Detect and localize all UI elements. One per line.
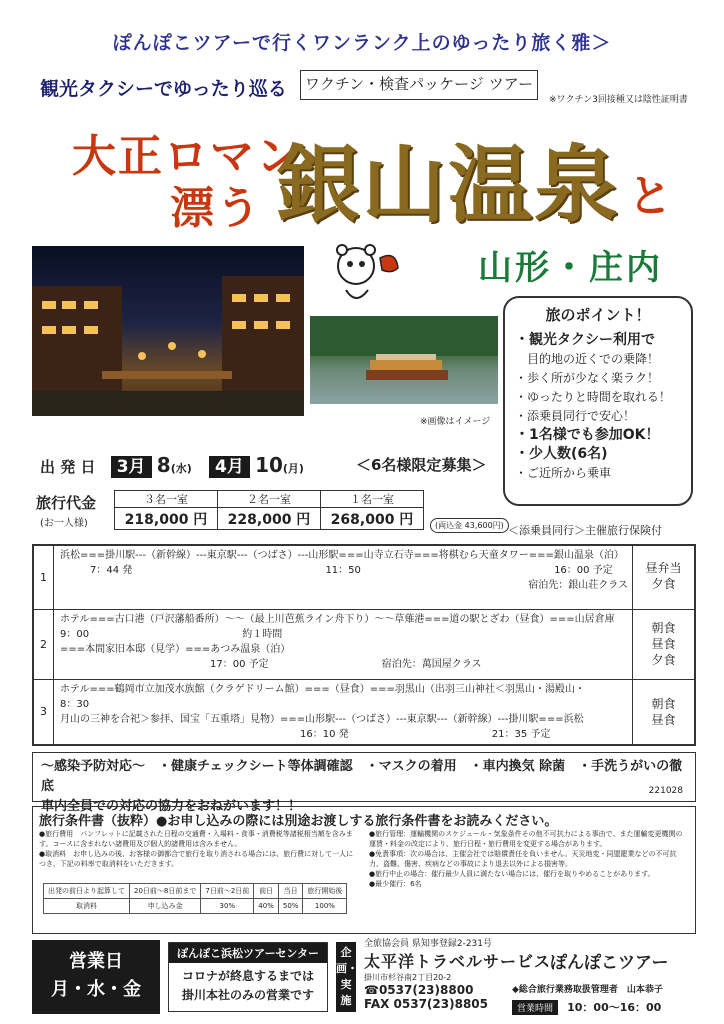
hours-value: 10：00～16：00 [567,1001,662,1014]
points-title: 旅のポイント！ [545,306,651,324]
registration: 全旅協会員 県知事登録2-231号 [364,939,493,949]
minimum-participants: ●最少催行：6名 [369,880,422,888]
itinerary-line: 9：00 約１時間 [60,629,283,640]
point-item: ・ご近所から乗車 [515,466,612,480]
meal: 朝食 [651,621,676,635]
price-table [114,490,424,530]
itinerary-line: 8：30 [60,699,90,710]
company-info [364,936,696,1016]
point-item: ・ゆったりと時間を取れる！ [515,390,671,404]
price-value: 228,000 円 [218,508,321,530]
cancel-condition: ●取消料 お申し込みの後、お客様の御都合で旅行を取り消される場合には、旅行費に対して一人につき、下記の料率で取消料をいただきます。 [39,850,354,868]
itinerary-day-1 [34,546,694,610]
raccoon-mascot-icon [332,240,404,308]
price-sub: (お一人様) [40,518,88,529]
tour-center-box [168,942,328,1012]
brand-name: ぽんぽこツアー [550,953,669,973]
covid-line1: ～感染予防対応～ ・健康チェックシート等体調確認 ・マスクの着用 ・車内換気 除菌 ・手洗うがいの徹底 [41,759,683,794]
title-line1: 大正ロマン [72,131,302,182]
cancel-cell: 100% [303,899,347,914]
tour-points-box [503,296,693,506]
point-item: ・1名様でも参加OK！ [515,427,660,443]
liability-condition: ●免責事項：次の場合は、主催会社では賠償責任を負いません。天災地変・同盟罷業などの不可抗力、盗難、傷害、疾病などの事故により退去以外による損害等。 [369,850,677,868]
itinerary-line: 17：00 予定 宿泊先：萬国屋クラス [210,659,482,670]
departure-month-2: 4月 [209,456,250,478]
itinerary-day-3 [34,680,694,744]
departure-month-1: 3月 [111,456,152,478]
cancel-cell: 30% [201,899,254,914]
plan-label: 企画・実施 [336,942,356,1012]
itinerary-line: ===本間家旧本邸（見学）===あつみ温泉（泊） [60,644,291,655]
tour-center-message: 掛川本社のみの営業です [181,988,314,1002]
fee-condition: ●旅行費用 パンフレットに記載された日程の交通費・入場料・食事・消費税等諸税相当額を含みます。コースに含まれない諸費用及び個人的諸費用は含みません。 [39,830,353,848]
cancel-cell: 40% [254,899,279,914]
river-boat-photo [310,316,498,404]
schedule-change-condition: ●旅行管理：運輸機関のスケジュール・気象条件その他不可抗力による事由で、また運輸変更機関の運賃・料金の改定により、旅行日程・旅行費用を変更する場合があります。 [369,830,683,848]
business-days-title: 営業日 [69,951,123,972]
departure-weekday-1: (水) [170,462,192,475]
itinerary-line: 宿泊先：銀山荘クラス [528,580,628,591]
day-number: 3 [34,680,54,744]
point-item: ・少人数(6名) [515,446,608,462]
cancel-header: 前日 [254,884,279,899]
departure-label: 出 発 日 [40,458,96,476]
price-value: 218,000 円 [115,508,218,530]
package-label: ワクチン・検査パッケージ ツアー [300,70,538,100]
itinerary-line: ホテル===古口港（戸沢藩船番所）～～（最上川芭蕉ライン舟下り）～～草薙港===道の駅とざわ（昼食）===山居倉庫 [60,614,615,625]
meal: 昼食 [651,637,676,651]
itinerary-day-2 [34,610,694,680]
conditions-title: 旅行条件書（抜粋）●お申し込みの際には別途お渡しする旅行条件書をお読みください。 [39,814,558,829]
vaccine-note: ※ワクチン3回接種又は陰性証明書 [549,95,688,105]
departure-day-1: 8 [156,453,171,477]
title-line2: 漂う [170,183,262,234]
travel-conditions [32,806,696,934]
itinerary-line: ホテル===鶴岡市立加茂水族館（クラゲドリーム館）===（昼食）===羽黒山（出羽三山神社＜羽黒山・湯殿山・ [60,684,585,695]
escort-note: ＜添乗員同行＞主催旅行保険付 [508,524,662,537]
extra-fee-note: (両込金 43,600円) [430,518,509,533]
company-phone: ☎0537(23)8800 [364,983,474,997]
limited-recruitment: ＜6名様限定募集＞ [356,456,487,474]
itinerary-line: 16：10 発 21：35 予定 [300,729,551,740]
price-header: ３名一室 [115,491,218,508]
company-address: 掛川市杉谷南2丁目20-2 [364,973,452,982]
itinerary-line: 7：44 発 11：50 16：00 予定 [90,565,613,576]
meal: 昼食 [651,713,676,727]
cancel-header: 20日前～8日前まで [130,884,201,899]
business-days-value: 月・水・金 [51,979,141,1000]
company-fax: FAX 0537(23)8805 [364,997,489,1011]
hours-label: 営業時間 [512,1000,558,1015]
price-header: １名一室 [321,491,424,508]
tour-center-name: ぽんぽこ浜松ツアーセンター [169,943,327,963]
company-name: 太平洋トラベルサービス [364,952,552,971]
itinerary-line: 月山の三神を合祀＞参拝、国宝「五重塔」見物）===山形駅---（つばさ）---東京駅---（新幹線）---掛川駅===浜松 [60,714,584,725]
subtitle: 観光タクシーでゆったり巡る [40,78,287,100]
document-code: 221028 [648,786,683,796]
title-line3: 山形・庄内 [478,248,663,288]
itinerary-line: 浜松===掛川駅---（新幹線）---東京駅---（つばさ）---山形駅===山寺立石寺===将棋むら天童タワー===銀山温泉（泊） [60,550,624,561]
point-item: 目的地の近くでの乗降！ [527,352,660,366]
departure-weekday-2: (月) [282,462,304,475]
point-item: ・添乗員同行で安心！ [515,409,636,423]
business-days [32,940,160,1014]
price-value: 268,000 円 [321,508,424,530]
cancel-header: 旅行開始後 [303,884,347,899]
image-note: ※画像はイメージ [420,417,491,427]
meal: 朝食 [651,697,676,711]
ginzan-night-photo [32,246,304,416]
meal: 夕食 [651,577,676,591]
infection-prevention-box [32,752,696,814]
cancellation-table [43,883,347,914]
point-item: ・観光タクシー利用で [515,332,655,348]
tour-center-message: コロナが終息するまでは [181,969,314,983]
cancel-header: 当日 [278,884,303,899]
day-number: 1 [34,546,54,609]
tagline: ぽんぽこツアーで行くワンランク上のゆったり旅く雅＞ [112,32,612,54]
meal: 夕食 [651,653,676,667]
meal: 昼弁当 [645,561,682,575]
title-main: 銀山温泉 [276,136,621,234]
cancel-header: 7日前～2日前 [201,884,254,899]
point-item: ・歩く所が少なく楽ラク！ [515,371,660,385]
cancel-cell: 取消料 [44,899,130,914]
departure-day-2: 10 [255,453,283,477]
business-hours [512,996,692,1012]
itinerary-table [32,544,696,746]
price-label: 旅行代金 [36,494,97,512]
price-header: ２名一室 [218,491,321,508]
day-number: 2 [34,610,54,679]
manager: ◆総合旅行業務取扱管理者 山本恭子 [512,985,663,995]
cancel-header: 出発の前日より起算して [44,884,130,899]
title-to: と [628,171,672,222]
cancel-cell: 50% [278,899,303,914]
cancel-cell: 申し込み金 [130,899,201,914]
departure-row [40,452,304,477]
cancellation-condition: ●旅行中止の場合：催行最少人員に満たない場合には、催行を取りやめることがあります。 [369,870,655,878]
covid-line2: 車内全員での対応の協力をおねがいます！！ [41,799,302,814]
